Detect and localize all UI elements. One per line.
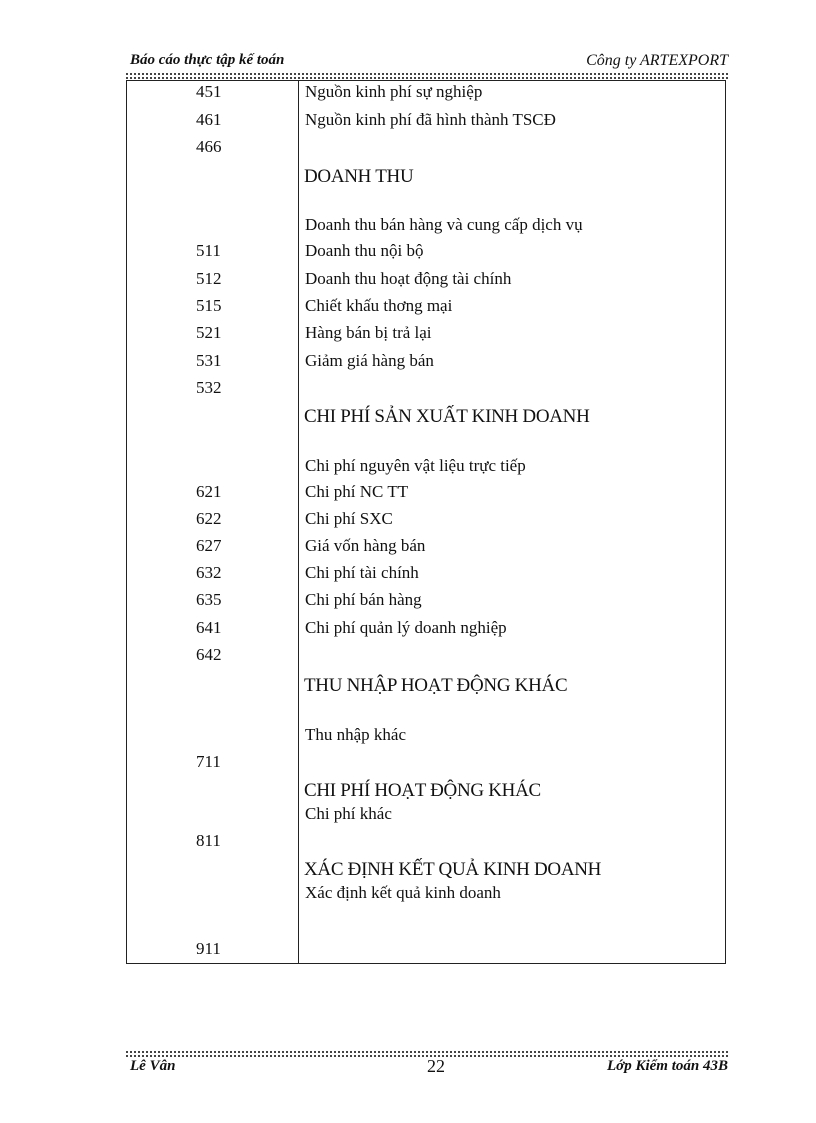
account-code: 622 [196, 509, 222, 528]
header-divider [126, 73, 728, 75]
section-heading: CHI PHÍ SẢN XUẤT KINH DOANH [304, 406, 590, 427]
account-name: Chi phí bán hàng [305, 590, 422, 609]
header-report-title: Báo cáo thực tập kế toán [130, 52, 285, 68]
account-name: Xác định kết quả kinh doanh [305, 883, 501, 902]
account-code: 627 [196, 536, 222, 555]
footer-author: Lê Vân [130, 1058, 176, 1074]
account-code: 641 [196, 618, 222, 637]
account-name: Chi phí NC TT [305, 482, 409, 501]
account-code: 632 [196, 563, 222, 582]
account-code: 531 [196, 351, 222, 370]
account-name: Chi phí SXC [305, 509, 393, 528]
account-code: 621 [196, 482, 222, 501]
footer-divider [126, 1051, 728, 1053]
footer-class: Lớp Kiểm toán 43B [607, 1058, 728, 1074]
account-name: Giảm giá hàng bán [305, 351, 434, 370]
account-code: 451 [196, 82, 222, 101]
account-name: Chi phí quản lý doanh nghiệp [305, 618, 507, 637]
account-code: 515 [196, 296, 222, 315]
account-code: 511 [196, 241, 221, 260]
account-code: 711 [196, 752, 221, 771]
account-name: Doanh thu nội bộ [305, 241, 424, 260]
account-code: 532 [196, 378, 222, 397]
account-code: 512 [196, 269, 222, 288]
account-code: 811 [196, 831, 221, 850]
table-column-divider [298, 80, 299, 964]
account-code: 466 [196, 137, 222, 156]
account-name: Chi phí khác [305, 804, 392, 823]
account-name: Giá vốn hàng bán [305, 536, 426, 555]
account-name: Nguồn kinh phí sự nghiệp [305, 82, 483, 101]
account-code: 461 [196, 110, 222, 129]
section-heading: CHI PHÍ HOẠT ĐỘNG KHÁC [304, 780, 541, 801]
account-name: Chi phí nguyên vật liệu trực tiếp [305, 456, 526, 475]
account-name: Nguồn kinh phí đã hình thành TSCĐ [305, 110, 556, 129]
account-code: 521 [196, 323, 222, 342]
account-code: 642 [196, 645, 222, 664]
account-name: Thu nhập khác [305, 725, 407, 744]
section-heading: XÁC ĐỊNH KẾT QUẢ KINH DOANH [304, 859, 602, 880]
account-name: Doanh thu hoạt động tài chính [305, 269, 512, 288]
account-code: 911 [196, 939, 221, 958]
header-divider [126, 77, 728, 79]
section-heading: THU NHẬP HOẠT ĐỘNG KHÁC [304, 675, 568, 696]
account-name: Doanh thu bán hàng và cung cấp dịch vụ [305, 215, 583, 234]
account-name: Hàng bán bị trả lại [305, 323, 432, 342]
account-name: Chi phí tài chính [305, 563, 419, 582]
header-company-name: Công ty ARTEXPORT [586, 52, 728, 69]
account-name: Chiết khấu thơng mại [305, 296, 453, 315]
section-heading: DOANH THU [304, 166, 414, 187]
page-number: 22 [427, 1056, 445, 1076]
account-code: 635 [196, 590, 222, 609]
